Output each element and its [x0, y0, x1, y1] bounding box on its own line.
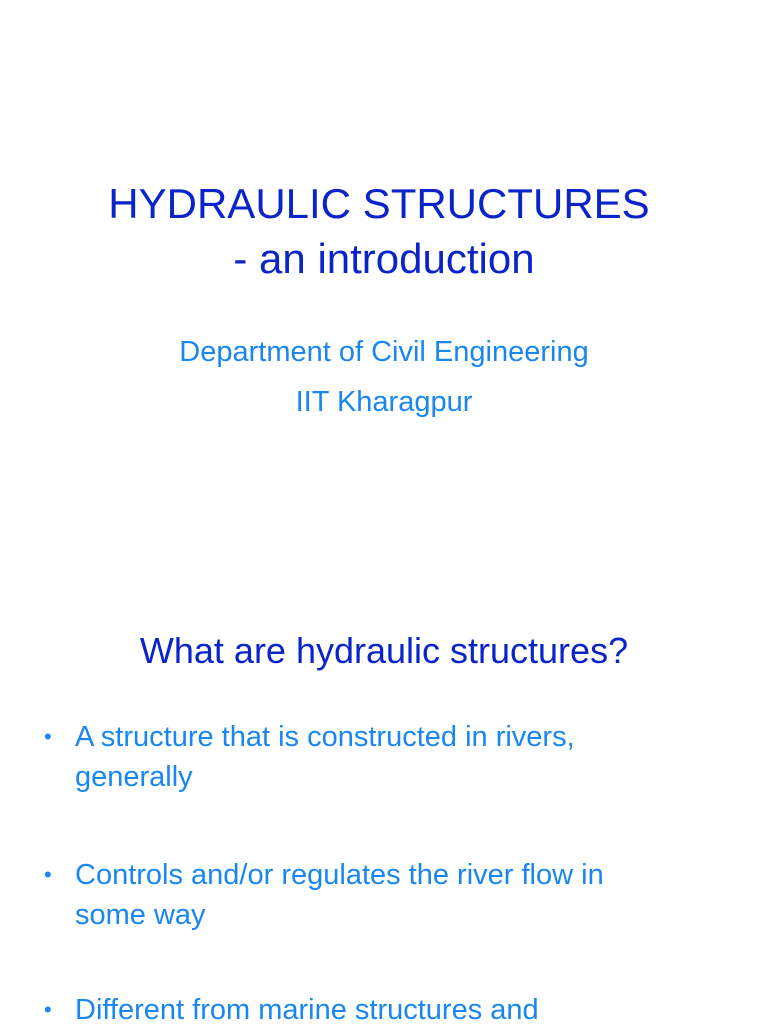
slide-title: HYDRAULIC STRUCTURES — [108, 180, 650, 227]
bullet-item — [44, 990, 744, 1030]
bullet-item — [44, 717, 744, 797]
bullet-icon: • — [44, 997, 52, 1022]
bullet-text-line: Different from marine structures and — [75, 994, 539, 1026]
title-slide — [0, 0, 768, 512]
bullet-text-line: Controls and/or regulates the river flow in — [75, 859, 604, 891]
slide-heading: What are hydraulic structures? — [139, 630, 629, 671]
bullet-icon: • — [44, 724, 52, 749]
bullet-item — [44, 855, 744, 935]
bullet-text-line: generally — [75, 761, 193, 793]
bullet-text-line: A structure that is constructed in rivers, — [75, 721, 575, 753]
bullet-text-line: some way — [75, 899, 206, 931]
slide-title-subline: - an introduction — [233, 235, 535, 282]
institute-name: IIT Kharagpur — [295, 386, 473, 418]
content-slide — [0, 512, 768, 1024]
department-name: Department of Civil Engineering — [179, 336, 589, 368]
bullet-icon: • — [44, 862, 52, 887]
